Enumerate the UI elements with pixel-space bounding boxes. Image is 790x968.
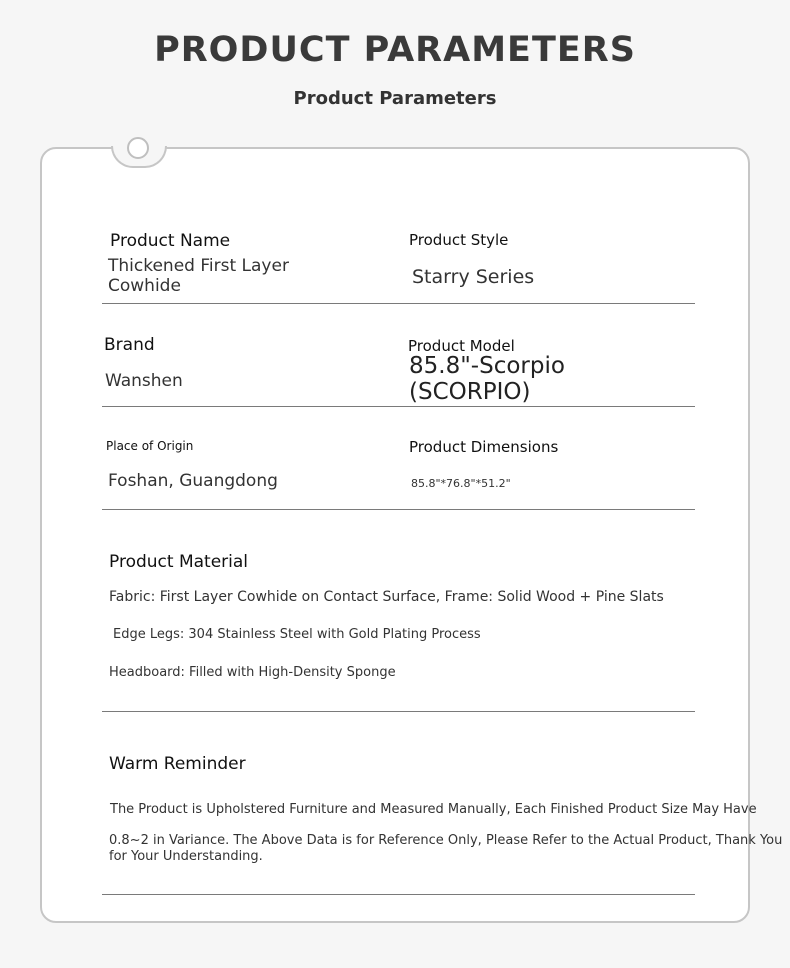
page-subtitle: Product Parameters <box>293 88 497 109</box>
material-line-legs: Edge Legs: 304 Stainless Steel with Gold Plating Process <box>113 627 481 642</box>
product-style-value: Starry Series <box>412 266 535 288</box>
product-material-label: Product Material <box>109 552 249 572</box>
material-line-fabric: Fabric: First Layer Cowhide on Contact Surface, Frame: Solid Wood + Pine Slats <box>109 589 664 605</box>
product-dimensions-value: 85.8"*76.8"*51.2" <box>411 477 511 490</box>
tag-hole-icon <box>127 137 149 159</box>
divider-row-3 <box>102 509 695 510</box>
product-model-value-line1: 85.8"-Scorpio <box>409 353 565 379</box>
material-line-headboard: Headboard: Filled with High-Density Sponge <box>109 665 396 680</box>
product-name-value-line1: Thickened First Layer <box>108 256 289 276</box>
warm-reminder-label: Warm Reminder <box>109 754 246 774</box>
divider-row-4 <box>102 711 695 712</box>
brand-label: Brand <box>104 335 155 355</box>
place-of-origin-value: Foshan, Guangdong <box>108 471 278 491</box>
warm-reminder-line2: 0.8~2 in Variance. The Above Data is for Reference Only, Please Refer to the Actual Product, Thank You <box>109 833 783 848</box>
warm-reminder-line3: for Your Understanding. <box>109 849 263 864</box>
product-model-value-line2: (SCORPIO) <box>409 379 531 405</box>
place-of-origin-label: Place of Origin <box>106 439 194 453</box>
product-dimensions-label: Product Dimensions <box>409 438 559 456</box>
divider-row-2 <box>102 406 695 407</box>
warm-reminder-line1: The Product is Upholstered Furniture and Measured Manually, Each Finished Product Size May Have <box>110 802 757 817</box>
product-name-value-line2: Cowhide <box>108 276 181 296</box>
product-model-label: Product Model <box>408 337 515 355</box>
divider-row-1 <box>102 303 695 304</box>
product-style-label: Product Style <box>409 231 509 249</box>
brand-value: Wanshen <box>105 371 183 391</box>
divider-row-5 <box>102 894 695 895</box>
page-title: PRODUCT PARAMETERS <box>154 30 636 70</box>
product-name-label: Product Name <box>110 231 231 251</box>
